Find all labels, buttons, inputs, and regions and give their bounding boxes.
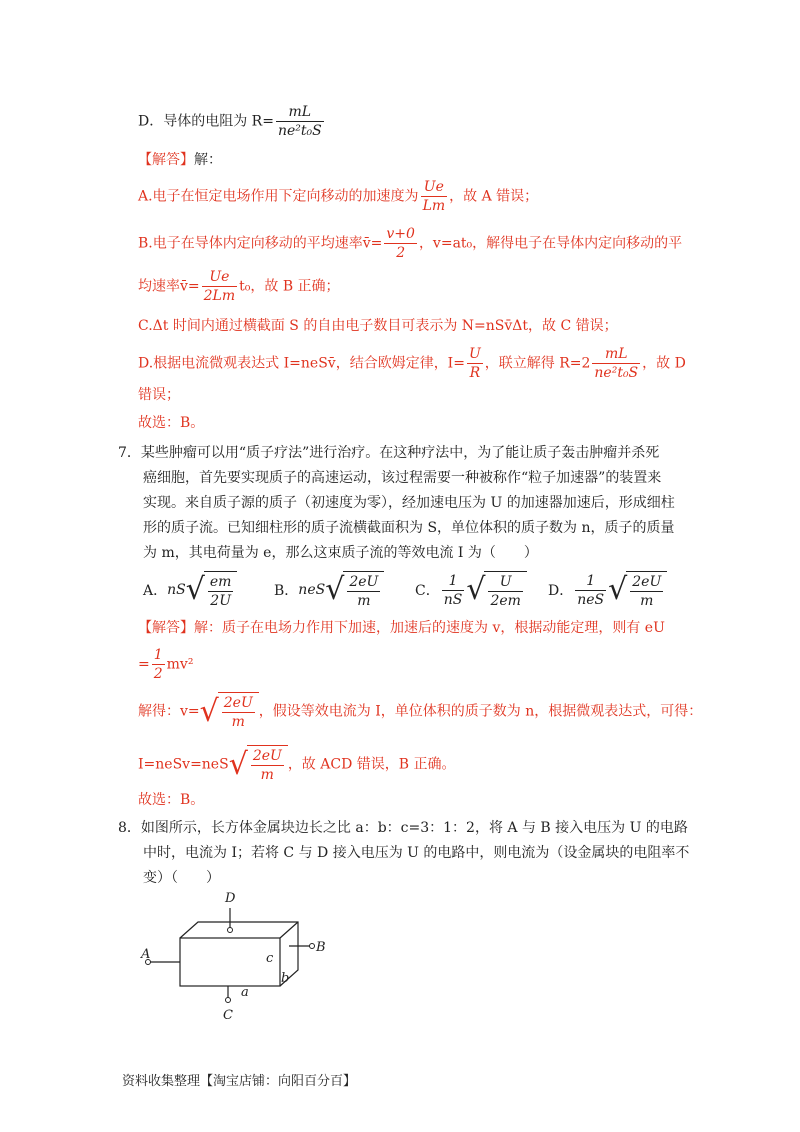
fraction: $\frac{1}{2}$	[153, 647, 163, 682]
label-a: A	[141, 947, 151, 962]
fraction: $\frac{v+0}{2}$	[386, 226, 415, 261]
label-d: D	[225, 891, 236, 906]
q7-stem-line1: 7．某些肿瘤可以用“质子疗法”进行治疗。在这种疗法中，为了能让质子轰击肿瘤并杀死	[118, 445, 660, 461]
fraction: $\frac{1}{\text{neS}}$	[577, 572, 605, 608]
fraction: $\frac{U}{2em}$	[490, 573, 521, 609]
q8-stem-line2: 中时，电流为 I；若将 C 与 D 接入电压为 U 的电路中，则电流为（设金属块的电阻率不	[143, 845, 690, 861]
terminal-b	[310, 944, 315, 949]
q6-option-d: D．导体的电阻为 R= $\frac{mL}{\text{ne²t₀S}}$	[138, 104, 322, 139]
fraction: $\frac{2eU}{m}$	[252, 748, 282, 783]
q7-stem-line5: 为 m，其电荷量为 e，那么这束质子流的等效电流 I 为（ ）	[143, 545, 538, 561]
label-edge-b: b	[281, 971, 290, 986]
sqrt: √ $\frac{2eU}{m}$	[608, 571, 667, 610]
q7-answer-line2: = $\frac{1}{2}$ mv²	[138, 647, 194, 682]
q7-stem-line4: 形的质子流。已知细柱形的质子流横截面积为 S，单位体积的质子数为 n，质子的质量	[143, 520, 675, 536]
q7-option-a[interactable]: A． nS √ $\frac{em}{2U}$	[143, 568, 237, 612]
q6-answer-heading: 【解答】解：	[138, 152, 222, 168]
q7-answer-line1: 【解答】解：质子在电场力作用下加速，加速后的速度为 v，根据动能定理，则有 eU	[138, 620, 665, 636]
fraction: $\frac{2eU}{m}$	[223, 695, 253, 730]
q7-answer-line4: I=neSv=neS √ $\frac{2eU}{m}$ ，故 ACD 错误，B 正确。	[138, 746, 456, 783]
fraction: $\frac{mL}{\text{ne²t₀S}}$	[594, 346, 639, 381]
terminal-d	[228, 928, 233, 933]
q8-stem-line3: 变）（ ）	[143, 870, 220, 886]
sqrt: √ $\frac{U}{2em}$	[466, 571, 527, 610]
q6-answer-d-line1: D.根据电流微观表达式 I=neSv̄，结合欧姆定律，I= $\frac{U}{R}$ ，联立解得 R=2 $\frac{mL}{\text{ne²t₀S}}$ ，故 D	[138, 346, 686, 381]
sqrt: √ $\frac{2eU}{m}$	[200, 692, 259, 731]
q7-option-b[interactable]: B． neS √ $\frac{2eU}{m}$	[274, 568, 384, 612]
q6-answer-b-line2: 均速率v̄= $\frac{Ue}{2Lm}$ t₀，故 B 正确；	[138, 269, 340, 304]
fraction: $\frac{Ue}{Lm}$	[422, 179, 446, 214]
q6-answer-c: C.Δt 时间内通过横截面 S 的自由电子数目可表示为 N=nSv̄Δt，故 C 错误；	[138, 318, 618, 334]
q7-answer-line3: 解得：v= √ $\frac{2eU}{m}$ ，假设等效电流为 I，单位体积的质子数为 n，根据微观表达式，可得：	[138, 693, 703, 730]
fraction: $\frac{U}{R}$	[468, 346, 481, 381]
label-edge-c: c	[266, 951, 274, 966]
q7-stem-line3: 实现。来自质子源的质子（初速度为零），经加速电压为 U 的加速器加速后，形成细柱	[143, 495, 675, 511]
fraction: $\frac{em}{2U}$	[209, 573, 232, 609]
label-edge-a: a	[241, 985, 249, 1000]
fraction: $\frac{2eU}{m}$	[349, 573, 379, 609]
footer-source: 资料收集整理【淘宝店铺：向阳百分百】	[122, 1074, 357, 1089]
fraction: $\frac{mL}{\text{ne²t₀S}}$	[277, 104, 322, 139]
q6-answer-b-line1: B.电子在导体内定向移动的平均速率v̄= $\frac{v+0}{2}$ ，v=at₀，解得电子在导体内定向移动的平	[138, 226, 683, 261]
metal-block-figure	[138, 888, 338, 1028]
block-front-face	[180, 938, 280, 986]
q6-answer-a: A.电子在恒定电场作用下定向移动的加速度为 $\frac{Ue}{Lm}$ ，故 A 错误；	[138, 179, 539, 214]
sqrt: √ $\frac{2eU}{m}$	[325, 571, 384, 610]
q7-stem-line2: 癌细胞，首先要实现质子的高速运动，该过程需要一种被称作“粒子加速器”的装置来	[143, 470, 662, 486]
q7-choice: 故选：B。	[138, 792, 205, 808]
sqrt: √ $\frac{2eU}{m}$	[229, 745, 288, 784]
sqrt: √ $\frac{em}{2U}$	[186, 571, 238, 610]
fraction: $\frac{2eU}{m}$	[632, 573, 662, 609]
q7-option-c[interactable]: C． $\frac{1}{nS}$ √ $\frac{U}{2em}$	[415, 568, 527, 612]
q6-choice: 故选：B。	[138, 415, 205, 431]
q6-answer-d-line2: 错误；	[138, 387, 180, 403]
q7-option-d[interactable]: D． $\frac{1}{\text{neS}}$ √ $\frac{2eU}{m}$	[548, 568, 667, 612]
q7-options	[143, 568, 703, 612]
label-c: C	[223, 1008, 233, 1023]
fraction: $\frac{1}{nS}$	[443, 572, 463, 608]
terminal-c	[226, 998, 231, 1003]
label-b: B	[316, 940, 326, 955]
q8-stem-line1: 8．如图所示，长方体金属块边长之比 a：b：c=3：1：2，将 A 与 B 接入电压为 U 的电路	[118, 820, 688, 836]
fraction: $\frac{Ue}{2Lm}$	[203, 269, 236, 304]
block-top-right-edge	[280, 922, 298, 938]
